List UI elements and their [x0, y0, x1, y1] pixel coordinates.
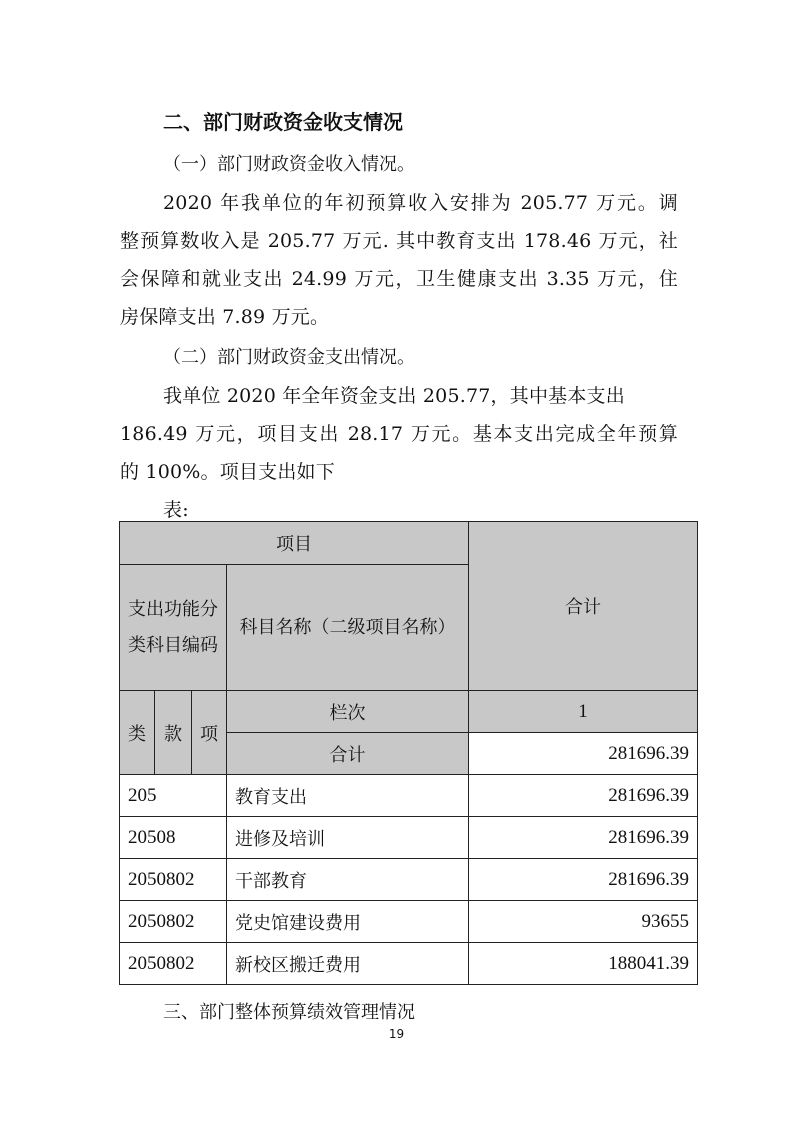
- row-code: 2050802: [120, 859, 227, 901]
- subsection-title-expense: （二）部门财政资金支出情况。: [163, 347, 415, 368]
- row-name: 新校区搬迁费用: [227, 943, 469, 985]
- col-xiang: 项: [192, 691, 227, 775]
- row-code: 2050802: [120, 901, 227, 943]
- row-amount: 93655: [469, 901, 698, 943]
- income-line-4: 房保障支出 7.89 万元。: [120, 306, 330, 328]
- next-section-heading: 三、部门整体预算绩效管理情况: [163, 1002, 415, 1023]
- income-line-2: 整预算数收入是 205.77 万元. 其中教育支出 178.46 万元，社: [120, 230, 678, 252]
- expense-line-2: 186.49 万元，项目支出 28.17 万元。基本支出完成全年预算: [120, 423, 678, 445]
- income-line-1: 2020 年我单位的年初预算收入安排为 205.77 万元。调: [163, 192, 678, 214]
- header-total: 合计: [469, 522, 698, 691]
- row-name: 干部教育: [227, 859, 469, 901]
- lanci-value: 1: [469, 691, 698, 733]
- row-amount: 281696.39: [469, 817, 698, 859]
- row-name: 教育支出: [227, 775, 469, 817]
- row-name: 党史馆建设费用: [227, 901, 469, 943]
- table-row: [120, 943, 698, 985]
- header-item: 项目: [120, 522, 469, 565]
- row-name: 进修及培训: [227, 817, 469, 859]
- lanci-label: 栏次: [227, 691, 469, 733]
- income-line-3: 会保障和就业支出 24.99 万元，卫生健康支出 3.35 万元，住: [120, 268, 678, 290]
- col-lei: 类: [120, 691, 155, 775]
- page-number: 19: [388, 1027, 405, 1041]
- row-code: 205: [120, 775, 227, 817]
- section-heading: 二、部门财政资金收支情况: [163, 110, 403, 134]
- row-amount: 188041.39: [469, 943, 698, 985]
- expense-line-3: 的 100%。项目支出如下: [120, 461, 335, 483]
- project-expense-table: [119, 521, 698, 985]
- row-amount: 281696.39: [469, 775, 698, 817]
- subsection-title-income: （一）部门财政资金收入情况。: [163, 154, 415, 175]
- expense-line-1: 我单位 2020 年全年资金支出 205.77，其中基本支出: [163, 385, 625, 407]
- expense-line-4: 表:: [163, 499, 189, 521]
- table-row: [120, 775, 698, 817]
- sum-value: 281696.39: [469, 733, 698, 775]
- row-amount: 281696.39: [469, 859, 698, 901]
- row-code: 2050802: [120, 943, 227, 985]
- table-row: [120, 859, 698, 901]
- sum-label: 合计: [227, 733, 469, 775]
- header-subject-name: 科目名称（二级项目名称）: [227, 565, 469, 691]
- col-kuan: 款: [155, 691, 192, 775]
- table-row: [120, 901, 698, 943]
- table-row: [120, 817, 698, 859]
- header-function-code: 支出功能分类科目编码: [120, 565, 227, 691]
- row-code: 20508: [120, 817, 227, 859]
